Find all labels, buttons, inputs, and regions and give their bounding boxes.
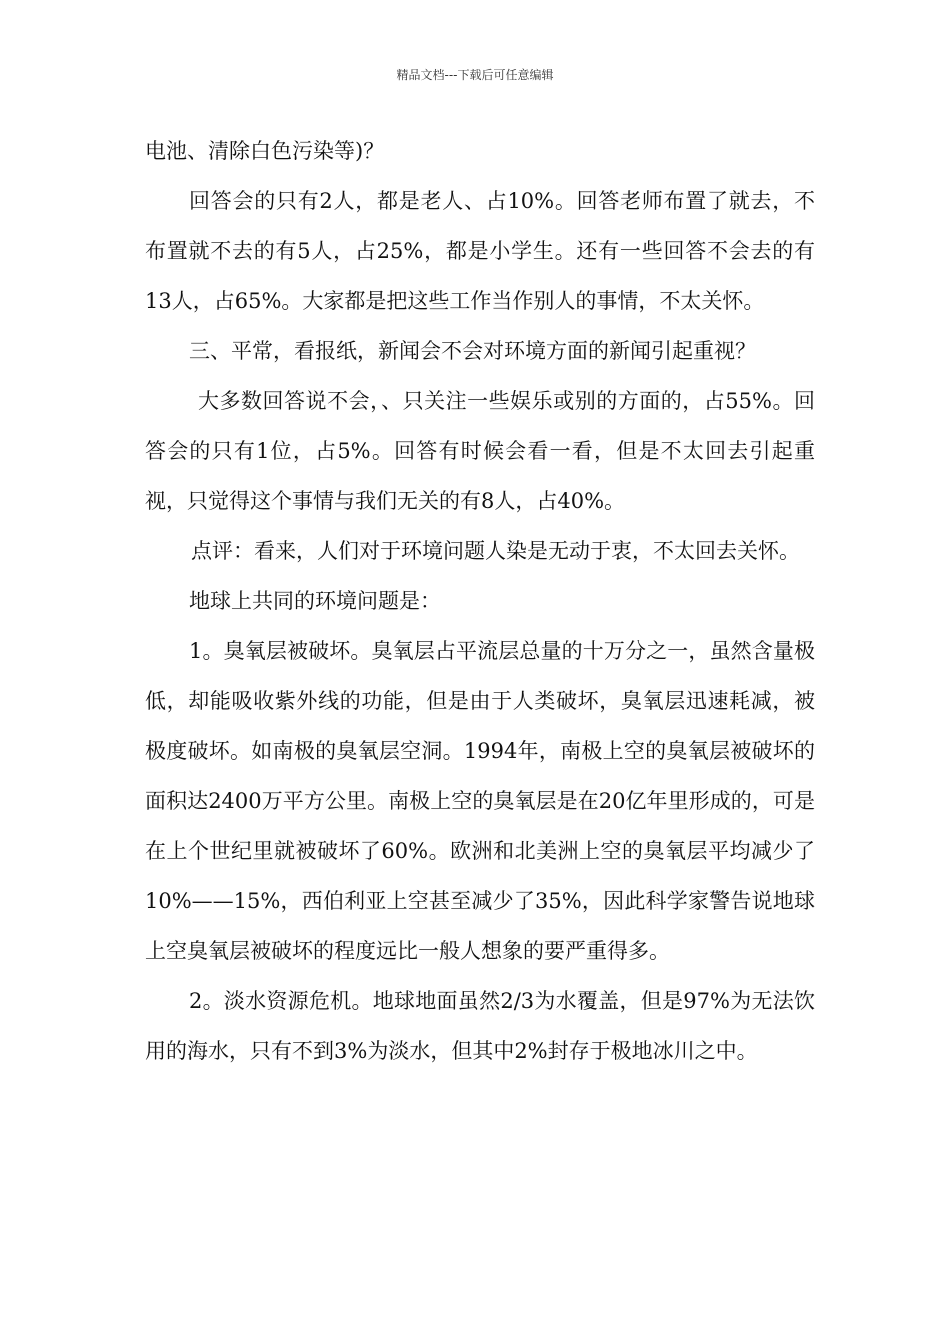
paragraph-freshwater-crisis: 2。淡水资源危机。地球地面虽然2/3为水覆盖，但是97%为无法饮用的海水，只有不到3%为淡水，但其中2%封存于极地冰川之中。 — [145, 989, 815, 1063]
paragraph-global-issues-heading: 地球上共同的环境问题是： — [189, 589, 441, 613]
paragraph-battery-cleanup: 电池、清除白色污染等)？ — [145, 139, 385, 163]
paragraph-question-3: 三、平常，看报纸，新闻会不会对环境方面的新闻引起重视？ — [189, 339, 756, 363]
paragraph-ozone-layer: 1。臭氧层被破坏。臭氧层占平流层总量的十万分之一，虽然含量极低，却能吸收紫外线的功能，但是由于人类破坏，臭氧层迅速耗减，被极度破坏。如南极的臭氧层空洞。1994年，南极上空的臭氧层被破坏的面积达2400万平方公里。南极上空的臭氧层是在20亿年里形成的，可是在上个世纪里就被破坏了60%。欧洲和北美洲上空的臭氧层平均减少了10%——15%，西伯利亚上空甚至减少了35%，因此科学家警告说地球上空臭氧层被破坏的程度远比一般人想象的要严重得多。 — [145, 639, 815, 963]
page-header: 精品文档---下载后可任意编辑 — [396, 68, 554, 82]
paragraph-comment: 点评：看来，人们对于环境问题人染是无动于衷，不太回去关怀。 — [191, 539, 800, 563]
document-body — [145, 126, 815, 1076]
paragraph-survey-answer-1: 回答会的只有2人，都是老人、占10%。回答老师布置了就去，不布置就不去的有5人，占25%，都是小学生。还有一些回答不会去的有13人，占65%。大家都是把这些工作当作别人的事情，不太关怀。 — [145, 189, 815, 313]
paragraph-survey-answer-2: 大多数回答说不会，、只关注一些娱乐或别的方面的，占55%。回答会的只有1位，占5%。回答有时候会看一看，但是不太回去引起重视，只觉得这个事情与我们无关的有8人，占40%。 — [145, 389, 815, 513]
